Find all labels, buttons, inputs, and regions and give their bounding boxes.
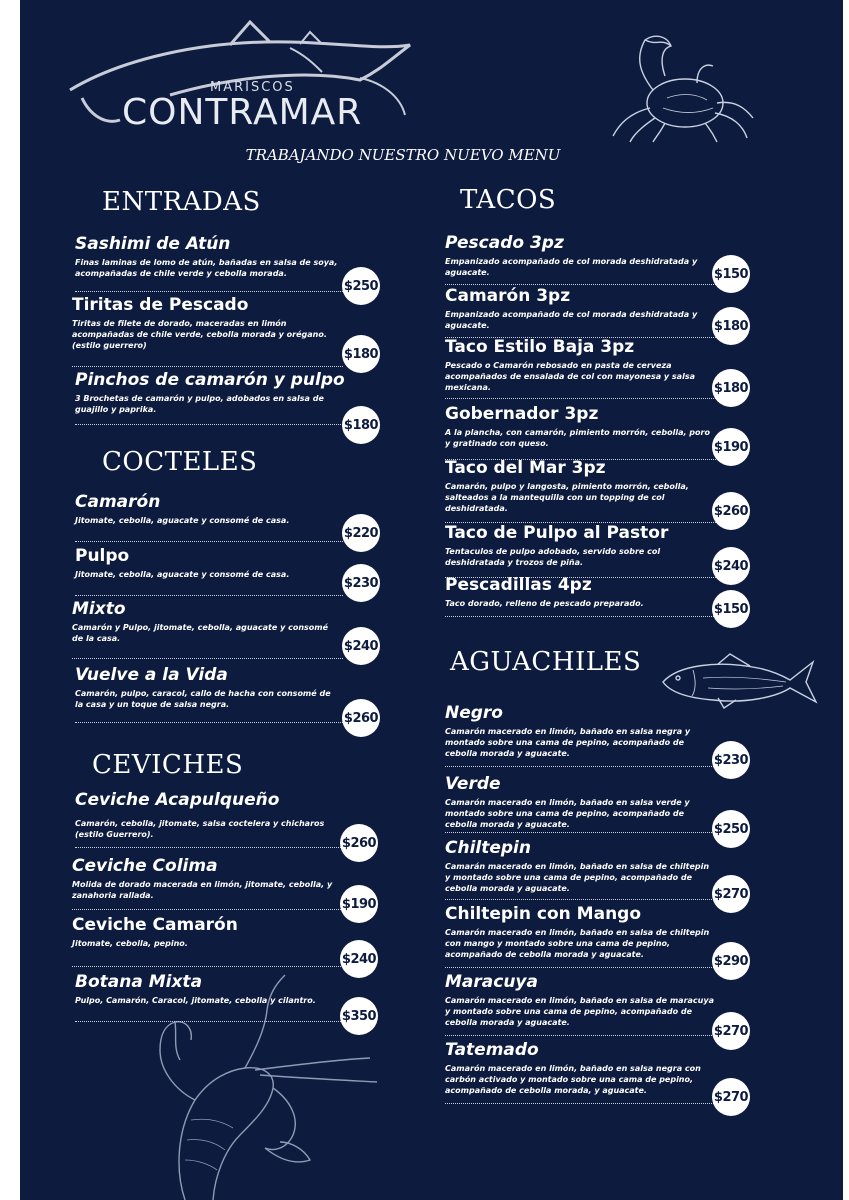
menu-item (445, 404, 715, 460)
section-title-cocteles: COCTELES (102, 447, 258, 477)
item-name: Pulpo (75, 546, 130, 566)
price-badge: $230 (342, 564, 380, 602)
section-title-aguachiles: AGUACHILES (450, 647, 642, 677)
price-badge: $220 (342, 514, 380, 552)
price-badge: $230 (712, 741, 750, 779)
item-desc: Finas laminas de lomo de atún, bañadas en salsa de soya, acompañadas de chile verde y cebolla morada. (75, 258, 338, 278)
price-badge: $150 (712, 255, 750, 293)
item-divider (72, 658, 343, 659)
item-divider (445, 832, 718, 833)
item-name: Ceviche Acapulqueño (75, 790, 280, 810)
item-divider (75, 595, 343, 596)
item-divider (75, 722, 343, 723)
menu-item (445, 523, 715, 578)
menu-item (445, 774, 715, 833)
price-badge: $270 (712, 1078, 750, 1116)
menu-item (72, 915, 340, 967)
price-badge: $350 (340, 997, 378, 1035)
page-subtitle: TRABAJANDO NUESTRO NUEVO MENU (245, 146, 561, 164)
item-desc: Jitomate, cebolla, pepino. (72, 939, 188, 948)
menu-item (75, 972, 340, 1022)
menu-item (445, 1040, 715, 1104)
menu-item (445, 904, 715, 968)
crab-icon (605, 28, 755, 143)
item-divider (445, 1035, 718, 1036)
menu-item (445, 458, 715, 523)
price-badge: $190 (340, 885, 378, 923)
item-name: Chiltepin (445, 838, 531, 858)
item-desc: Camarón y Pulpo, jitomate, cebolla, aguacate y consomé de la casa. (72, 623, 329, 643)
item-desc: Taco dorado, relleno de pescado preparado. (445, 599, 644, 608)
item-name: Mixto (72, 599, 126, 619)
item-name: Vuelve a la Vida (75, 665, 228, 685)
item-divider (75, 291, 343, 292)
price-badge: $270 (712, 1012, 750, 1050)
item-desc: Molida de dorado macerada en limón, jitomate, cebolla, y zanahoria rallada. (72, 880, 333, 900)
section-title-tacos: TACOS (460, 185, 557, 215)
item-desc: Jitomate, cebolla, aguacate y consomé de casa. (75, 570, 290, 579)
item-name: Verde (445, 774, 501, 794)
menu-page (20, 0, 843, 1200)
item-divider (72, 909, 343, 910)
menu-item (445, 838, 715, 900)
item-divider (445, 899, 718, 900)
item-name: Taco Estilo Baja 3pz (445, 337, 635, 357)
brand-top: MARISCOS (210, 80, 295, 95)
item-desc: Camarón, pulpo y langosta, pimiento morrón, cebolla, salteados a la mantequilla con un topping de col deshidratada. (445, 482, 689, 513)
item-divider (75, 424, 343, 425)
item-name: Botana Mixta (75, 972, 203, 992)
item-name: Pinchos de camarón y pulpo (75, 370, 345, 390)
price-badge: $290 (712, 942, 750, 980)
item-divider (75, 1021, 343, 1022)
item-desc: Empanizado acompañado de col morada deshidratada y aguacate. (445, 257, 698, 277)
price-badge: $250 (342, 267, 380, 305)
menu-item (72, 295, 340, 367)
price-badge: $260 (340, 824, 378, 862)
item-divider (445, 284, 718, 285)
price-badge: $180 (342, 406, 380, 444)
menu-item (75, 790, 340, 848)
item-name: Taco del Mar 3pz (445, 458, 606, 478)
item-desc: Jitomate, cebolla, aguacate y consomé de casa. (75, 516, 290, 525)
item-desc: Camarón macerado en limón, bañado en salsa negra y montado sobre una cama de pepino, acompañado de cebolla morada y aguacate. (445, 727, 691, 758)
item-desc: Pulpo, Camarón, Caracol, jitomate, cebolla y cilantro. (75, 996, 316, 1005)
item-desc: Empanizado acompañado de col morada deshidratada y aguacate. (445, 310, 698, 330)
menu-item (445, 972, 715, 1036)
item-desc: Camarón macerado en limón, bañado en salsa de maracuya y montado sobre una cama de pepino, acompañado de cebolla morada y aguacate. (445, 996, 714, 1027)
menu-item (72, 856, 340, 910)
item-name: Tatemado (445, 1040, 539, 1060)
brand-logo (60, 20, 420, 135)
price-badge: $250 (712, 810, 750, 848)
item-name: Ceviche Colima (72, 856, 218, 876)
menu-item (75, 665, 340, 723)
item-divider (445, 398, 718, 399)
menu-item (72, 599, 340, 659)
section-title-entradas: ENTRADAS (102, 187, 261, 217)
item-desc: A la plancha, con camarón, pimiento morrón, cebolla, poro y gratinado con queso. (445, 428, 710, 448)
price-badge: $190 (712, 428, 750, 466)
item-divider (75, 541, 343, 542)
menu-item (75, 370, 345, 425)
item-name: Gobernador 3pz (445, 404, 599, 424)
price-badge: $150 (712, 590, 750, 628)
menu-item (445, 286, 715, 338)
price-badge: $240 (712, 547, 750, 585)
price-badge: $180 (712, 307, 750, 345)
item-desc: Camarón macerado en limón, bañado en salsa negra con carbón activado y montado sobre una cama de pepino, acompañado de cebolla morada, y aguacate. (445, 1064, 701, 1095)
item-divider (445, 616, 718, 617)
price-badge: $240 (342, 627, 380, 665)
menu-item (445, 233, 715, 285)
item-divider (445, 766, 718, 767)
menu-item (445, 703, 715, 767)
item-desc: Camarón, pulpo, caracol, callo de hacha con consomé de la casa y un toque de salsa negra. (75, 689, 331, 709)
price-badge: $180 (342, 335, 380, 373)
item-divider (445, 1103, 718, 1104)
item-name: Pescado 3pz (445, 233, 564, 253)
item-divider (75, 847, 343, 848)
item-divider (445, 967, 718, 968)
item-desc: Camarón macerado en limón, bañado en salsa de chiltepin con mango y montado sobre una cama de pepino, acompañado de cebolla morada y aguacate. (445, 928, 710, 959)
item-name: Pescadillas 4pz (445, 575, 592, 595)
brand-name: CONTRAMAR (122, 92, 363, 133)
price-badge: $260 (342, 699, 380, 737)
price-badge: $270 (712, 875, 750, 913)
item-name: Sashimi de Atún (75, 234, 231, 254)
item-name: Ceviche Camarón (72, 915, 238, 935)
item-desc: Camarón macerado en limón, bañado en salsa verde y montado sobre una cama de pepino, acompañado de cebolla morada y aguacate. (445, 798, 690, 829)
item-desc: Tentaculos de pulpo adobado, servido sobre col deshidratada y trozos de piña. (445, 547, 661, 567)
item-name: Tiritas de Pescado (72, 295, 249, 315)
menu-item (75, 234, 340, 292)
item-name: Negro (445, 703, 503, 723)
item-name: Maracuya (445, 972, 538, 992)
item-divider (72, 966, 343, 967)
fish-icon (658, 650, 818, 710)
item-desc: Tiritas de filete de dorado, maceradas en limón acompañadas de chile verde, cebolla morada y orégano. (estilo guerrero) (72, 319, 327, 350)
item-name: Taco de Pulpo al Pastor (445, 523, 669, 543)
item-desc: Camarón, cebolla, jitomate, salsa coctelera y chicharos (estilo Guerrero). (75, 819, 325, 839)
item-name: Chiltepin con Mango (445, 904, 642, 924)
price-badge: $240 (340, 940, 378, 978)
menu-item (445, 337, 715, 399)
section-title-ceviches: CEVICHES (92, 750, 244, 780)
menu-item (75, 546, 340, 596)
menu-item (445, 575, 715, 617)
item-name: Camarón 3pz (445, 286, 571, 306)
price-badge: $180 (712, 369, 750, 407)
item-desc: Camarán macerado en limón, bañado en salsa de chiltepin y montado sobre una cama de pepino, acompañado de cebolla morada y aguacate. (445, 862, 710, 893)
item-divider (72, 366, 343, 367)
menu-item (75, 492, 340, 542)
price-badge: $260 (712, 492, 750, 530)
item-desc: Pescado o Camarón rebosado en pasta de cerveza acompañados de ensalada de col con mayonesa y salsa mexicana. (445, 361, 695, 392)
item-name: Camarón (75, 492, 161, 512)
item-desc: 3 Brochetas de camarón y pulpo, adobados en salsa de guajillo y paprika. (75, 394, 324, 414)
